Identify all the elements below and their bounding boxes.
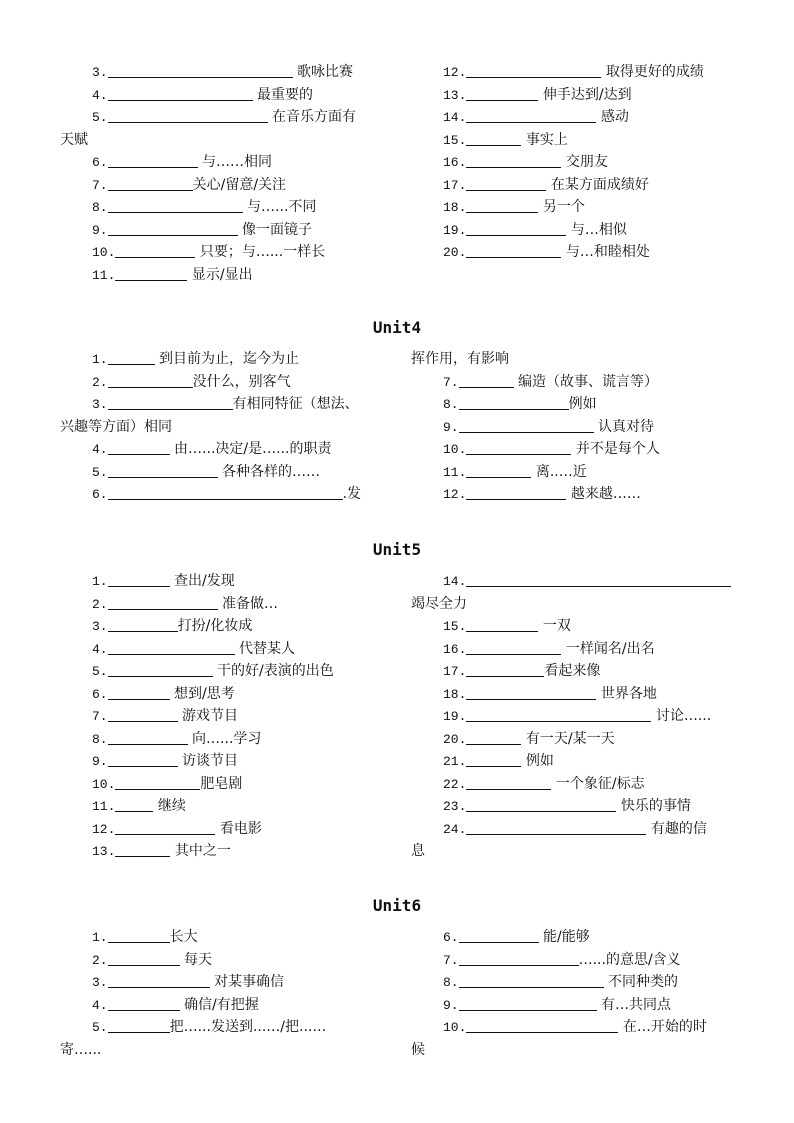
answer-blank[interactable]	[108, 572, 170, 587]
answer-blank[interactable]	[466, 63, 601, 78]
answer-blank[interactable]	[115, 820, 215, 835]
item-number: 15.	[443, 619, 467, 634]
item-meaning: 只要；与…...一样长	[195, 244, 326, 260]
item-meaning: 把…...发送到...…/把...…	[169, 1019, 327, 1035]
item-number: 20.	[443, 731, 467, 747]
item-number: 17.	[443, 177, 467, 193]
item-number: 24.	[443, 821, 467, 837]
item-number: 19.	[443, 222, 467, 238]
item-number: 3.	[92, 65, 108, 80]
answer-blank[interactable]	[466, 243, 561, 258]
item-number: 23.	[443, 799, 467, 814]
item-number: 4.	[92, 442, 108, 457]
item-meaning: 另一个	[538, 199, 585, 215]
item-meaning: 长大	[169, 929, 198, 945]
vocab-item	[60, 371, 400, 394]
item-meaning: 查出/发现	[169, 573, 235, 589]
answer-blank[interactable]	[459, 951, 579, 966]
item-number: 3.	[92, 975, 108, 990]
answer-blank[interactable]	[108, 595, 218, 610]
vocab-item	[411, 461, 751, 484]
item-number: 9.	[92, 754, 108, 769]
item-number: 1.	[92, 574, 108, 589]
vocab-item	[60, 483, 400, 506]
vocab-item	[411, 638, 751, 661]
item-number: 10.	[443, 1020, 467, 1035]
item-meaning: 对某事确信	[209, 974, 285, 990]
vocab-item	[60, 840, 400, 863]
answer-blank[interactable]	[108, 395, 233, 410]
answer-blank[interactable]	[466, 797, 616, 812]
unit5-title: Unit5	[372, 540, 422, 559]
answer-blank[interactable]	[115, 266, 187, 281]
item-number: 5.	[92, 464, 108, 480]
answer-blank[interactable]	[466, 707, 651, 722]
item-meaning: 不同种类的	[603, 974, 679, 990]
vocab-item	[60, 818, 400, 841]
answer-blank[interactable]	[108, 350, 155, 365]
item-meaning: 认真对待	[593, 418, 655, 435]
vocab-item	[411, 393, 751, 416]
answer-blank[interactable]	[115, 797, 153, 812]
item-number: 2.	[92, 596, 108, 612]
answer-blank[interactable]	[459, 395, 569, 410]
vocab-item	[411, 818, 751, 841]
vocab-item	[411, 705, 751, 728]
item-number: 12.	[443, 65, 467, 80]
answer-blank[interactable]	[459, 928, 539, 943]
answer-blank[interactable]	[108, 463, 218, 478]
item-number: 14.	[443, 110, 467, 125]
answer-blank[interactable]	[466, 1018, 618, 1033]
vocab-item	[411, 174, 751, 197]
vocab-item	[60, 393, 400, 416]
item-number: 8.	[92, 731, 108, 747]
item-meaning: 各种各样的……	[217, 463, 321, 480]
item-meaning: 向…...学习	[187, 730, 262, 747]
vocab-item	[60, 971, 400, 994]
item-number: 13.	[92, 844, 116, 859]
item-meaning: 交朋友	[561, 154, 608, 170]
vocab-item	[60, 750, 400, 773]
unit4-title: Unit4	[372, 318, 422, 337]
item-number: 4.	[92, 997, 108, 1013]
item-number: 11.	[92, 267, 116, 283]
item-meaning: 有相同特征（想法、	[232, 396, 359, 412]
item-number: 9.	[92, 222, 108, 238]
answer-blank[interactable]	[466, 221, 566, 236]
unit3-left-column	[60, 61, 400, 286]
item-continuation: 息	[411, 843, 425, 859]
answer-blank[interactable]	[115, 842, 170, 857]
answer-blank[interactable]	[108, 707, 178, 722]
item-number: 5.	[92, 664, 108, 679]
vocab-item	[411, 438, 751, 461]
item-meaning: 一个象征/标志	[551, 775, 645, 792]
item-meaning: 歌咏比赛	[292, 64, 354, 80]
answer-blank[interactable]	[466, 485, 566, 500]
answer-blank[interactable]	[466, 820, 646, 835]
item-number: 18.	[443, 686, 467, 702]
item-number: 10.	[92, 245, 116, 260]
answer-blank[interactable]	[466, 730, 521, 745]
item-meaning: .发	[342, 486, 362, 502]
item-number: 5.	[92, 1020, 108, 1035]
answer-blank[interactable]	[466, 775, 551, 790]
item-number: 16.	[443, 641, 467, 657]
item-meaning: 访谈节目	[177, 753, 239, 769]
item-number: 20.	[443, 245, 467, 260]
item-meaning: 有一天/某一天	[521, 730, 615, 747]
vocab-item	[411, 750, 751, 773]
answer-blank[interactable]	[466, 572, 731, 587]
vocab-item	[411, 416, 751, 439]
vocab-item	[60, 705, 400, 728]
answer-blank[interactable]	[108, 662, 213, 677]
answer-blank[interactable]	[466, 752, 521, 767]
vocab-item	[60, 570, 400, 593]
item-number: 15.	[443, 132, 467, 148]
item-meaning: 能/能够	[538, 929, 590, 945]
item-number: 14.	[443, 574, 467, 589]
answer-blank[interactable]	[466, 662, 544, 677]
item-meaning: 继续	[153, 798, 186, 814]
item-number: 12.	[443, 487, 467, 502]
vocab-item	[411, 129, 751, 152]
item-number: 6.	[443, 930, 459, 945]
answer-blank[interactable]	[108, 176, 193, 191]
answer-blank[interactable]	[108, 1018, 170, 1033]
item-meaning: 感动	[596, 109, 629, 125]
answer-blank[interactable]	[108, 928, 170, 943]
item-number: 16.	[443, 155, 467, 170]
item-meaning: 看起来像	[544, 663, 601, 679]
vocab-item	[411, 971, 751, 994]
answer-blank[interactable]	[108, 752, 178, 767]
vocab-item	[60, 926, 400, 949]
item-number: 22.	[443, 776, 467, 792]
item-meaning: 显示/显出	[187, 266, 253, 283]
vocab-item	[60, 773, 400, 796]
unit6-title: Unit6	[372, 896, 422, 915]
unit5-right-column	[411, 570, 751, 863]
item-meaning: 在音乐方面有	[267, 109, 357, 125]
item-meaning: 一双	[538, 618, 571, 634]
answer-blank[interactable]	[115, 243, 195, 258]
answer-blank[interactable]	[466, 640, 561, 655]
vocab-item	[60, 174, 400, 197]
answer-blank[interactable]	[115, 775, 200, 790]
unit4-left-column	[60, 348, 400, 506]
item-number: 8.	[443, 975, 459, 990]
item-meaning: 像一面镜子	[237, 221, 313, 238]
answer-blank[interactable]	[108, 198, 243, 213]
item-meaning: 想到/思考	[169, 685, 235, 702]
answer-blank[interactable]	[459, 996, 597, 1011]
item-continuation: 寄…...	[60, 1041, 102, 1058]
item-number: 7.	[92, 177, 108, 193]
answer-blank[interactable]	[108, 973, 210, 988]
answer-blank[interactable]	[108, 730, 188, 745]
vocab-item	[411, 949, 751, 972]
answer-blank[interactable]	[108, 485, 343, 500]
unit5-left-column	[60, 570, 400, 863]
item-number: 11.	[443, 464, 467, 480]
item-meaning: 伸手达到/达到	[538, 86, 632, 103]
answer-blank[interactable]	[108, 951, 180, 966]
item-meaning: 代替某人	[234, 640, 296, 657]
item-meaning: 关心/留意/关注	[192, 176, 287, 193]
item-number: 7.	[92, 709, 108, 724]
vocab-item	[60, 241, 400, 264]
unit4-right-column	[411, 348, 751, 506]
answer-blank[interactable]	[466, 198, 538, 213]
unit6-right-column	[411, 926, 751, 1061]
vocab-item	[60, 795, 400, 818]
item-continuation: 候	[411, 1041, 425, 1058]
item-meaning: 在某方面成绩好	[546, 176, 649, 193]
item-meaning: 有…共同点	[596, 996, 672, 1013]
item-meaning: 例如	[521, 753, 554, 769]
item-number: 19.	[443, 709, 467, 724]
item-meaning: 离..…近	[531, 463, 587, 480]
item-meaning: 讨论…...	[651, 708, 712, 724]
vocab-item	[60, 438, 400, 461]
answer-blank[interactable]	[108, 63, 293, 78]
item-number: 10.	[92, 776, 116, 792]
item-number: 9.	[443, 419, 459, 435]
item-number: 18.	[443, 200, 467, 215]
answer-blank[interactable]	[459, 373, 514, 388]
item-number: 6.	[92, 155, 108, 170]
unit4-right-continuation: 挥作用，有影响	[411, 351, 509, 367]
vocab-item	[60, 660, 400, 683]
answer-blank[interactable]	[108, 221, 238, 236]
answer-blank[interactable]	[466, 108, 596, 123]
vocab-item	[411, 241, 751, 264]
item-continuation: 竭尽全力	[411, 595, 467, 612]
answer-blank[interactable]	[466, 131, 521, 146]
vocab-item	[60, 638, 400, 661]
item-number: 7.	[443, 952, 459, 968]
vocab-item	[60, 61, 400, 84]
vocab-item	[411, 615, 751, 638]
item-number: 6.	[92, 487, 108, 502]
vocab-item	[60, 683, 400, 706]
vocab-item	[411, 994, 751, 1017]
item-meaning: 世界各地	[596, 685, 657, 702]
item-continuation: 兴趣等方面）相同	[60, 418, 172, 435]
answer-blank[interactable]	[108, 617, 178, 632]
answer-blank[interactable]	[108, 440, 170, 455]
item-number: 1.	[92, 352, 108, 367]
item-meaning: 快乐的事情	[616, 798, 691, 814]
vocab-item	[411, 773, 751, 796]
answer-blank[interactable]	[108, 685, 170, 700]
answer-blank[interactable]	[466, 617, 538, 632]
item-number: 2.	[92, 374, 108, 390]
vocab-item	[60, 994, 400, 1017]
item-number: 21.	[443, 754, 467, 769]
item-meaning: 与…和睦相处	[561, 244, 650, 260]
item-meaning: 事实上	[521, 131, 568, 148]
item-meaning: 每天	[179, 951, 213, 968]
item-meaning: …...的意思/含义	[578, 951, 681, 968]
item-number: 6.	[92, 686, 108, 702]
item-number: 3.	[92, 397, 108, 412]
item-number: 4.	[92, 87, 108, 103]
vocab-item	[411, 570, 751, 593]
vocab-item	[60, 461, 400, 484]
item-number: 5.	[92, 110, 108, 125]
vocab-item	[60, 728, 400, 751]
item-meaning: 没什么，别客气	[192, 373, 291, 390]
answer-blank[interactable]	[466, 685, 596, 700]
item-meaning: 肥皂剧	[200, 775, 243, 792]
vocab-item	[411, 61, 751, 84]
vocab-item	[60, 264, 400, 287]
item-meaning: 看电影	[215, 820, 262, 837]
answer-blank[interactable]	[466, 153, 561, 168]
vocab-item	[60, 1016, 400, 1039]
vocab-item	[60, 84, 400, 107]
vocab-item	[411, 926, 751, 949]
answer-blank[interactable]	[466, 463, 531, 478]
vocab-item	[60, 219, 400, 242]
item-continuation: 天赋	[60, 131, 88, 148]
vocab-item	[411, 483, 751, 506]
vocab-item	[60, 949, 400, 972]
answer-blank[interactable]	[108, 373, 193, 388]
vocab-item	[411, 1016, 751, 1039]
unit6-left-column	[60, 926, 400, 1061]
answer-blank[interactable]	[466, 176, 546, 191]
item-meaning: 打扮/化妆成	[177, 618, 253, 634]
item-meaning: 准备做…	[217, 595, 279, 612]
answer-blank[interactable]	[108, 640, 235, 655]
item-number: 17.	[443, 664, 467, 679]
item-number: 4.	[92, 641, 108, 657]
item-meaning: 最重要的	[252, 86, 314, 103]
item-number: 10.	[443, 442, 467, 457]
vocab-item	[60, 196, 400, 219]
item-number: 1.	[92, 930, 108, 945]
item-number: 12.	[92, 821, 116, 837]
vocab-item	[411, 219, 751, 242]
vocab-item	[411, 795, 751, 818]
vocab-item	[60, 151, 400, 174]
item-meaning: 到目前为止，迄今为止	[154, 351, 300, 367]
vocab-item	[411, 371, 751, 394]
item-meaning: 与……相同	[197, 154, 273, 170]
vocab-item	[60, 348, 400, 371]
vocab-item	[60, 593, 400, 616]
item-meaning: 与…相似	[566, 221, 627, 238]
item-meaning: 并不是每个人	[571, 441, 660, 457]
item-number: 9.	[443, 997, 459, 1013]
item-meaning: 取得更好的成绩	[601, 64, 704, 80]
answer-blank[interactable]	[459, 418, 594, 433]
item-number: 8.	[443, 397, 459, 412]
item-meaning: 与…...不同	[242, 199, 317, 215]
item-number: 8.	[92, 200, 108, 215]
vocab-item	[411, 151, 751, 174]
answer-blank[interactable]	[466, 86, 538, 101]
vocab-item	[411, 84, 751, 107]
item-number: 13.	[443, 87, 467, 103]
vocab-item	[60, 615, 400, 638]
item-meaning: 越来越……	[566, 486, 641, 502]
answer-blank[interactable]	[459, 973, 604, 988]
answer-blank[interactable]	[108, 996, 180, 1011]
answer-blank[interactable]	[466, 440, 571, 455]
vocab-item	[411, 106, 751, 129]
answer-blank[interactable]	[108, 153, 198, 168]
unit3-right-column	[411, 61, 751, 264]
answer-blank[interactable]	[108, 86, 253, 101]
item-number: 11.	[92, 799, 116, 814]
item-meaning: 游戏节目	[177, 708, 239, 724]
item-meaning: 编造（故事、谎言等）	[513, 373, 659, 390]
item-number: 7.	[443, 374, 459, 390]
item-meaning: 有趣的信	[646, 820, 707, 837]
item-meaning: 由…...决定/是…...的职责	[169, 441, 332, 457]
item-meaning: 一样闻名/出名	[561, 640, 655, 657]
vocab-item	[411, 660, 751, 683]
item-meaning: 例如	[568, 396, 597, 412]
vocab-item	[411, 196, 751, 219]
item-meaning: 其中之一	[170, 843, 231, 859]
answer-blank[interactable]	[108, 108, 268, 123]
vocab-item	[411, 683, 751, 706]
item-number: 3.	[92, 619, 108, 634]
vocab-item	[60, 106, 400, 129]
vocab-item	[411, 728, 751, 751]
item-meaning: 确信/有把握	[179, 996, 259, 1013]
item-number: 2.	[92, 952, 108, 968]
item-meaning: 在…开始的时	[618, 1019, 707, 1035]
item-meaning: 干的好/表演的出色	[212, 663, 334, 679]
unit4-right-items	[411, 371, 751, 506]
